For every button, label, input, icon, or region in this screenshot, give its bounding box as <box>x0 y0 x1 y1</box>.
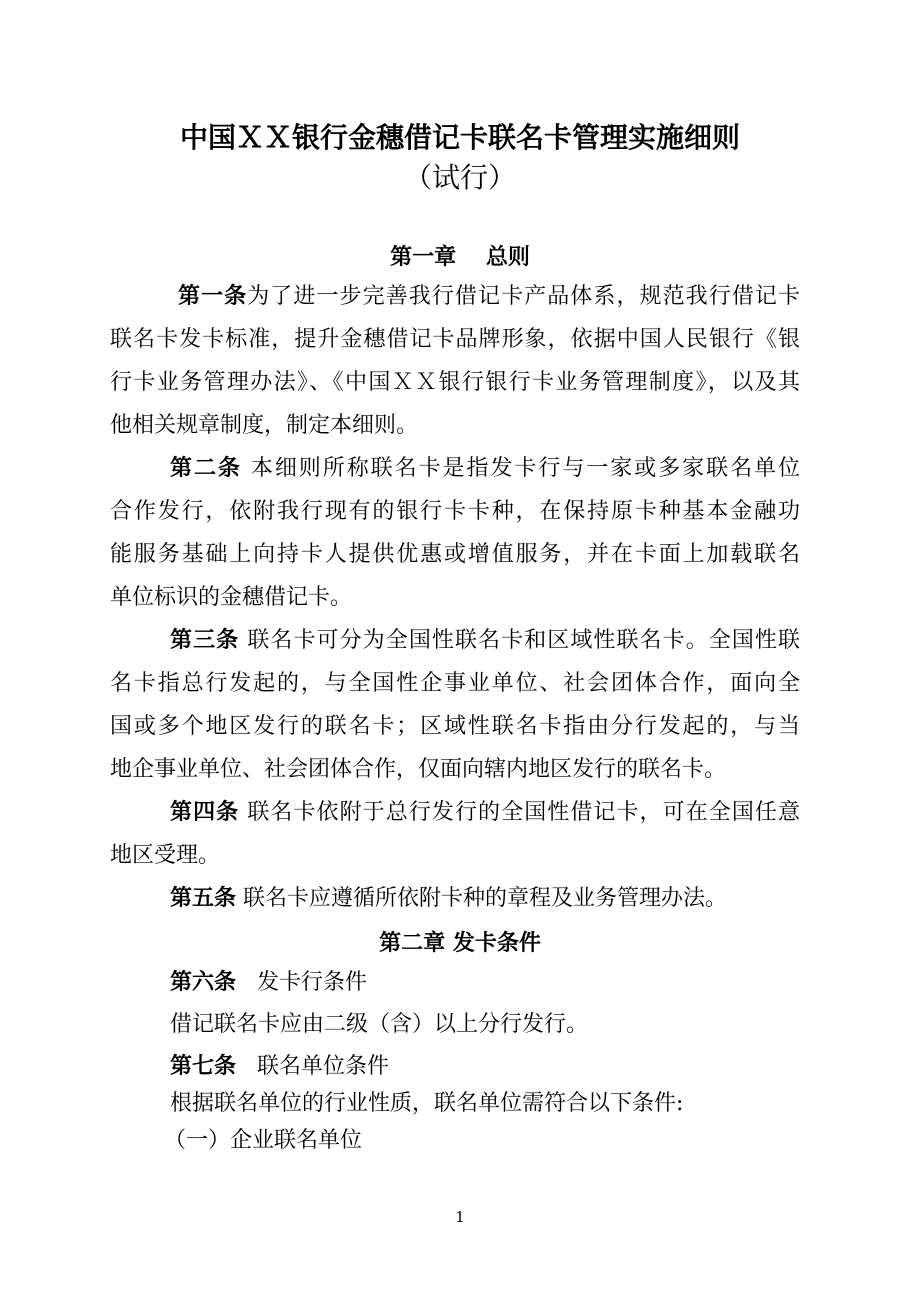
text-line: 合作发行，依附我行现有的银行卡卡种，在保持原卡种基本金融功 <box>110 499 800 524</box>
article-label: 第一条 <box>178 284 248 309</box>
text-line: 地企事业单位、社会团体合作，仅面向辖内地区发行的联名卡。 <box>110 757 727 782</box>
article-label: 第三条 <box>170 628 240 653</box>
text-line: 名卡指总行发起的，与全国性企事业单位、社会团体合作，面向全 <box>110 671 800 696</box>
text-line: 国或多个地区发行的联名卡；区域性联名卡指由分行发起的，与当 <box>110 714 800 739</box>
article-label: 第六条 <box>170 970 237 995</box>
text-line: 根据联名单位的行业性质，联名单位需符合以下条件: <box>170 1091 684 1116</box>
article-label: 第七条 <box>170 1054 237 1079</box>
text-line: 他相关规章制度，制定本细则。 <box>110 413 419 438</box>
text-line: 行卡业务管理办法》、《中国ＸＸ银行银行卡业务管理制度》，以及其 <box>110 370 800 395</box>
text-line: 借记联名卡应由二级（含）以上分行发行。 <box>170 1012 589 1037</box>
text-line: 联名卡依附于总行发行的全国性借记卡，可在全国任意 <box>247 800 800 825</box>
article-heading: 发卡行条件 <box>257 970 368 995</box>
text-line: 能服务基础上向持卡人提供优惠或增值服务，并在卡面上加载联名 <box>110 542 800 567</box>
page-number: 1 <box>455 1208 465 1226</box>
text-line: 单位标识的金穗借记卡。 <box>110 585 353 610</box>
article-label: 第二条 <box>170 456 242 481</box>
text-line: 联名卡可分为全国性联名卡和区域性联名卡。全国性联 <box>247 628 800 653</box>
text-line: 为了进一步完善我行借记卡产品体系，规范我行借记卡 <box>247 284 800 309</box>
text-line: 本细则所称联名卡是指发卡行与一家或多家联名单位 <box>250 456 800 481</box>
text-line: 联名卡应遵循所依附卡种的章程及业务管理办法。 <box>243 886 728 911</box>
document-subtitle: （试行） <box>403 161 516 194</box>
article-label: 第五条 <box>170 886 237 911</box>
chapter-heading: 第二章 发卡条件 <box>379 931 541 956</box>
text-line: 联名卡发卡标准，提升金穗借记卡品牌形象，依据中国人民银行《银 <box>110 327 800 352</box>
text-line: 地区受理。 <box>110 843 221 868</box>
list-item: （一）企业联名单位 <box>164 1128 363 1153</box>
document-title: 中国ＸＸ银行金穗借记卡联名卡管理实施细则 <box>179 121 740 154</box>
article-label: 第四条 <box>170 800 240 825</box>
chapter-heading: 第一章 总则 <box>390 245 530 270</box>
article-heading: 联名单位条件 <box>257 1054 390 1079</box>
